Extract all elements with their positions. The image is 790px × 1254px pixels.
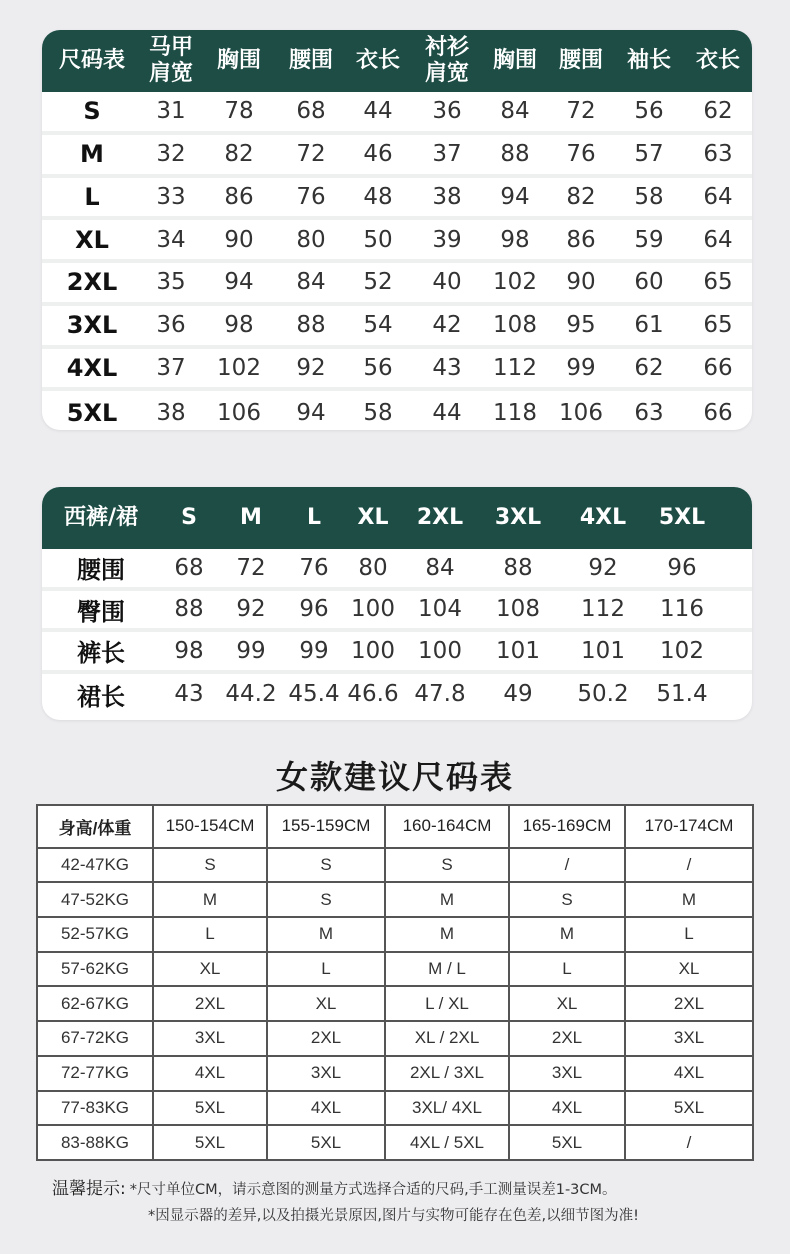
table-cell: 37 <box>156 354 186 381</box>
table-cell: 64 <box>703 226 733 253</box>
table-cell: 112 <box>493 354 537 381</box>
table-cell: 98 <box>224 312 254 339</box>
table-cell: 76 <box>296 183 326 210</box>
table-row <box>37 848 753 883</box>
table-cell: 98 <box>174 637 204 664</box>
top-header-cell: 胸围 <box>216 48 261 73</box>
pants-header-cell: 5XL <box>658 505 706 530</box>
table-cell: 98 <box>500 226 530 253</box>
top-header-cell: 腰围 <box>558 48 603 73</box>
table-cell: 66 <box>703 354 733 381</box>
table-cell: 2XL <box>267 1021 385 1056</box>
table-cell: 52 <box>363 269 393 296</box>
table-cell: 106 <box>217 399 261 426</box>
table-cell: L <box>267 952 385 987</box>
table-cell: L <box>625 917 753 952</box>
table-cell: L / XL <box>385 986 509 1021</box>
table-cell: S <box>385 848 509 883</box>
table-row <box>37 1091 753 1126</box>
table-cell: 99 <box>236 637 266 664</box>
table-cell: 38 <box>432 183 462 210</box>
table-row <box>37 1125 753 1160</box>
size-label: 5XL <box>66 398 118 427</box>
table-cell: 4XL <box>267 1091 385 1126</box>
table-cell: 62 <box>634 354 664 381</box>
top-header-cell: 胸围 <box>492 48 537 73</box>
size-label: 4XL <box>66 353 118 382</box>
table-cell: 5XL <box>267 1125 385 1160</box>
table-row <box>42 178 752 221</box>
table-cell: 44.2 <box>225 681 277 708</box>
table-row <box>37 917 753 952</box>
table-cell: 63 <box>703 141 733 168</box>
top-header-cell: 马甲 肩宽 <box>148 35 193 86</box>
table-cell: 43 <box>174 681 204 708</box>
table-cell: 95 <box>566 312 596 339</box>
table-cell: 104 <box>418 596 462 623</box>
pants-header-cell: 2XL <box>416 505 464 530</box>
table-row <box>42 391 752 430</box>
table-cell: 66 <box>703 399 733 426</box>
table-cell: 86 <box>566 226 596 253</box>
table-cell: 84 <box>425 554 455 581</box>
notes <box>52 1176 772 1229</box>
table-cell: 112 <box>581 596 625 623</box>
table-cell: 57 <box>634 141 664 168</box>
table-cell: 68 <box>174 554 204 581</box>
table-cell: M <box>385 917 509 952</box>
top-table-header <box>42 30 752 92</box>
table-cell: 82 <box>566 183 596 210</box>
table-cell: 42 <box>432 312 462 339</box>
header-cell: 170-174CM <box>625 805 753 848</box>
table-cell: 43 <box>432 354 462 381</box>
table-cell: 84 <box>296 269 326 296</box>
top-header-cell: 腰围 <box>288 48 333 73</box>
table-row <box>42 135 752 178</box>
weight-label: 42-47KG <box>37 848 153 883</box>
table-row <box>37 952 753 987</box>
pants-header-cell: 4XL <box>579 505 627 530</box>
table-cell: 90 <box>566 269 596 296</box>
table-cell: 4XL <box>153 1056 267 1091</box>
table-row <box>37 1021 753 1056</box>
table-cell: 118 <box>493 399 537 426</box>
pants-size-table <box>42 487 752 720</box>
table-cell: 60 <box>634 269 664 296</box>
table-row <box>42 220 752 263</box>
table-cell: 46 <box>363 141 393 168</box>
table-row <box>42 674 752 716</box>
table-cell: 54 <box>363 312 393 339</box>
table-cell: 2XL / 3XL <box>385 1056 509 1091</box>
weight-label: 52-57KG <box>37 917 153 952</box>
table-cell: 44 <box>432 399 462 426</box>
table-cell: 94 <box>500 183 530 210</box>
table-cell: 5XL <box>625 1091 753 1126</box>
top-header-cell: 衣长 <box>355 48 400 73</box>
table-cell: 90 <box>224 226 254 253</box>
table-cell: 65 <box>703 269 733 296</box>
table-cell: XL <box>625 952 753 987</box>
weight-label: 67-72KG <box>37 1021 153 1056</box>
table-cell: 88 <box>296 312 326 339</box>
table-cell: 34 <box>156 226 186 253</box>
table-cell: 108 <box>496 596 540 623</box>
table-cell: 96 <box>667 554 697 581</box>
table-cell: 39 <box>432 226 462 253</box>
top-size-table <box>42 30 752 430</box>
size-label: S <box>83 97 101 126</box>
recommendation-header-row <box>37 805 753 848</box>
pants-header-cell: M <box>240 505 262 530</box>
recommendation-table <box>36 804 754 1161</box>
table-row <box>42 92 752 135</box>
notes-line-1: *尺寸单位CM，请示意图的测量方式选择合适的尺码,手工测量误差1-3CM。 <box>129 1182 617 1198</box>
header-cell: 155-159CM <box>267 805 385 848</box>
table-cell: 65 <box>703 312 733 339</box>
table-cell: 50 <box>363 226 393 253</box>
table-cell: L <box>153 917 267 952</box>
pants-header-cell: S <box>181 505 197 530</box>
table-row <box>42 263 752 306</box>
table-cell: XL <box>267 986 385 1021</box>
header-cell: 160-164CM <box>385 805 509 848</box>
table-cell: 100 <box>351 637 395 664</box>
table-cell: 102 <box>493 269 537 296</box>
table-row <box>42 349 752 392</box>
table-cell: 35 <box>156 269 186 296</box>
table-cell: 51.4 <box>656 681 708 708</box>
weight-label: 83-88KG <box>37 1125 153 1160</box>
table-cell: 58 <box>363 399 393 426</box>
table-cell: 61 <box>634 312 664 339</box>
table-cell: 38 <box>156 399 186 426</box>
table-cell: 5XL <box>509 1125 625 1160</box>
table-cell: 62 <box>703 98 733 125</box>
table-cell: S <box>267 848 385 883</box>
table-cell: 4XL <box>509 1091 625 1126</box>
pants-header-cell: XL <box>357 505 389 530</box>
table-cell: M / L <box>385 952 509 987</box>
table-cell: 106 <box>559 399 603 426</box>
table-cell: 100 <box>418 637 462 664</box>
table-cell: 68 <box>296 98 326 125</box>
table-cell: 2XL <box>625 986 753 1021</box>
table-row <box>42 549 752 591</box>
table-cell: 99 <box>299 637 329 664</box>
table-cell: 59 <box>634 226 664 253</box>
table-cell: 96 <box>299 596 329 623</box>
table-row <box>37 882 753 917</box>
recommendation-title: 女款建议尺码表 <box>275 758 514 796</box>
table-cell: 44 <box>363 98 393 125</box>
table-cell: 94 <box>296 399 326 426</box>
weight-label: 47-52KG <box>37 882 153 917</box>
table-cell: 94 <box>224 269 254 296</box>
table-cell: L <box>509 952 625 987</box>
table-cell: M <box>153 882 267 917</box>
table-cell: 37 <box>432 141 462 168</box>
measure-label: 腰围 <box>77 556 125 585</box>
table-cell: 5XL <box>153 1125 267 1160</box>
pants-header-cell: L <box>306 505 322 530</box>
table-cell: 3XL <box>153 1021 267 1056</box>
size-label: M <box>80 140 104 169</box>
table-cell: 50.2 <box>577 681 629 708</box>
table-cell: 99 <box>566 354 596 381</box>
table-cell: 92 <box>236 596 266 623</box>
table-cell: 33 <box>156 183 186 210</box>
weight-label: 57-62KG <box>37 952 153 987</box>
table-cell: 63 <box>634 399 664 426</box>
table-cell: 36 <box>432 98 462 125</box>
top-table-body <box>42 92 752 430</box>
weight-label: 72-77KG <box>37 1056 153 1091</box>
table-cell: M <box>267 917 385 952</box>
notes-line-2: *因显示器的差异,以及拍摄光景原因,图片与实物可能存在色差,以细节图为准! <box>148 1208 639 1224</box>
table-cell: 56 <box>363 354 393 381</box>
table-row <box>37 1056 753 1091</box>
table-cell: 72 <box>236 554 266 581</box>
table-cell: S <box>267 882 385 917</box>
weight-label: 77-83KG <box>37 1091 153 1126</box>
top-header-cell: 衣长 <box>695 48 740 73</box>
header-cell: 身高/体重 <box>37 805 153 848</box>
table-cell: 58 <box>634 183 664 210</box>
table-cell: 3XL <box>267 1056 385 1091</box>
table-cell: 116 <box>660 596 704 623</box>
table-cell: XL / 2XL <box>385 1021 509 1056</box>
top-header-cell: 尺码表 <box>58 48 125 73</box>
weight-label: 62-67KG <box>37 986 153 1021</box>
table-cell: 64 <box>703 183 733 210</box>
table-cell: 2XL <box>153 986 267 1021</box>
table-cell: 2XL <box>509 1021 625 1056</box>
table-cell: S <box>509 882 625 917</box>
table-cell: / <box>625 848 753 883</box>
table-cell: 4XL / 5XL <box>385 1125 509 1160</box>
measure-label: 臀围 <box>77 597 125 626</box>
table-cell: 88 <box>503 554 533 581</box>
table-cell: 88 <box>500 141 530 168</box>
header-cell: 165-169CM <box>509 805 625 848</box>
top-header-cell: 袖长 <box>626 48 671 73</box>
table-cell: 3XL <box>625 1021 753 1056</box>
table-cell: M <box>625 882 753 917</box>
table-cell: 72 <box>566 98 596 125</box>
notes-label: 温馨提示: <box>52 1179 126 1199</box>
table-cell: 76 <box>566 141 596 168</box>
size-label: L <box>84 182 100 211</box>
table-cell: M <box>385 882 509 917</box>
table-cell: XL <box>509 986 625 1021</box>
table-cell: XL <box>153 952 267 987</box>
table-cell: 4XL <box>625 1056 753 1091</box>
table-cell: S <box>153 848 267 883</box>
table-cell: 80 <box>358 554 388 581</box>
table-cell: 40 <box>432 269 462 296</box>
header-cell: 150-154CM <box>153 805 267 848</box>
pants-header-cell: 3XL <box>494 505 542 530</box>
table-cell: 48 <box>363 183 393 210</box>
table-cell: 47.8 <box>414 681 466 708</box>
table-cell: 72 <box>296 141 326 168</box>
pants-table-header <box>42 487 752 549</box>
size-label: XL <box>75 225 109 254</box>
table-cell: 108 <box>493 312 537 339</box>
table-cell: 92 <box>588 554 618 581</box>
table-cell: 45.4 <box>288 681 340 708</box>
measure-label: 裤长 <box>77 639 125 668</box>
table-cell: 101 <box>581 637 625 664</box>
table-cell: 86 <box>224 183 254 210</box>
size-label: 2XL <box>66 268 118 297</box>
table-cell: 88 <box>174 596 204 623</box>
table-row <box>42 591 752 633</box>
table-cell: 31 <box>156 98 186 125</box>
table-cell: 80 <box>296 226 326 253</box>
table-cell: 46.6 <box>347 681 399 708</box>
table-cell: 92 <box>296 354 326 381</box>
table-cell: / <box>625 1125 753 1160</box>
table-cell: 82 <box>224 141 254 168</box>
table-cell: 102 <box>217 354 261 381</box>
table-cell: 49 <box>503 681 533 708</box>
table-cell: 101 <box>496 637 540 664</box>
pants-table-body <box>42 549 752 715</box>
table-cell: 32 <box>156 141 186 168</box>
table-cell: 36 <box>156 312 186 339</box>
table-cell: 78 <box>224 98 254 125</box>
table-cell: / <box>509 848 625 883</box>
table-cell: 102 <box>660 637 704 664</box>
top-header-cell: 衬衫 肩宽 <box>424 35 469 86</box>
table-cell: 5XL <box>153 1091 267 1126</box>
table-cell: 56 <box>634 98 664 125</box>
table-cell: 3XL <box>509 1056 625 1091</box>
table-cell: 100 <box>351 596 395 623</box>
table-row <box>42 306 752 349</box>
size-label: 3XL <box>66 311 118 340</box>
table-cell: 3XL/ 4XL <box>385 1091 509 1126</box>
table-cell: 84 <box>500 98 530 125</box>
measure-label: 裙长 <box>77 682 125 711</box>
table-row <box>37 986 753 1021</box>
table-cell: M <box>509 917 625 952</box>
table-cell: 76 <box>299 554 329 581</box>
pants-header-cell: 西裤/裙 <box>63 505 139 530</box>
table-row <box>42 632 752 674</box>
